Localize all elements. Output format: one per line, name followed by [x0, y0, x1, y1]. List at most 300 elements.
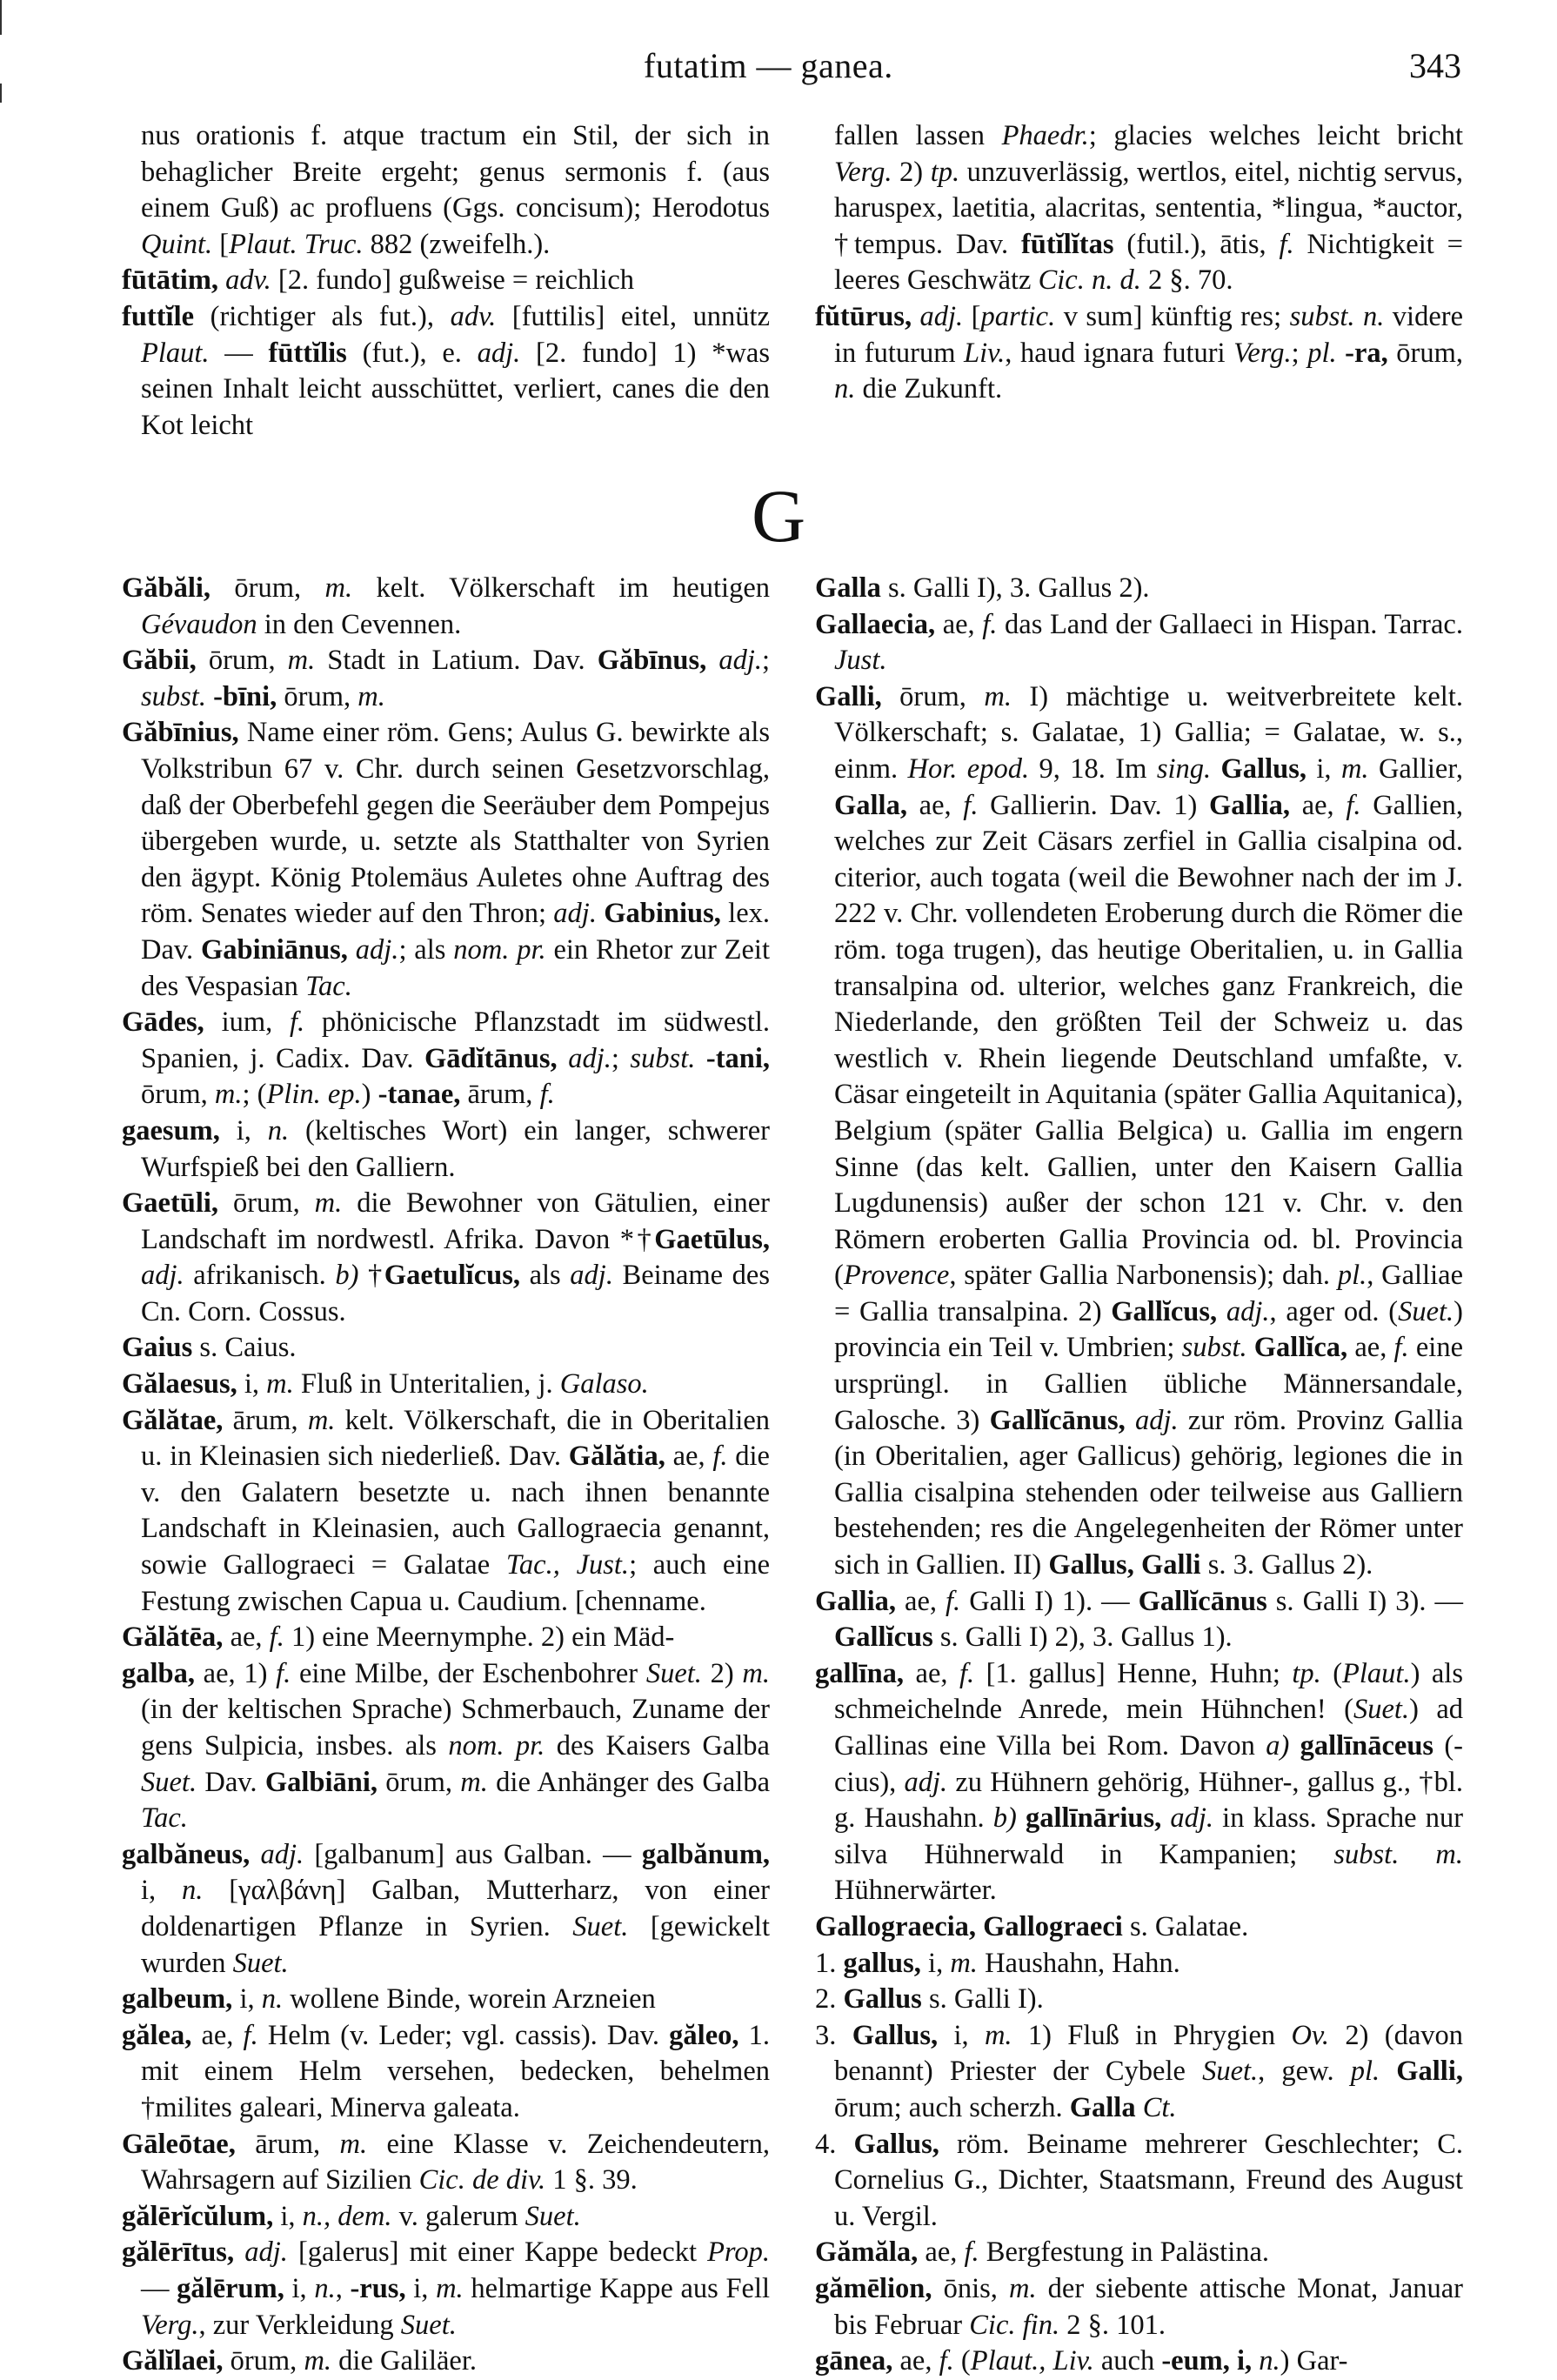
headword: Gallĭca, — [1253, 1332, 1348, 1364]
dictionary-entry — [122, 1620, 770, 1656]
definition-text — [1380, 2056, 1396, 2087]
headword: gallīna, — [815, 1657, 905, 1689]
headword: Gallĭcānus — [1138, 1585, 1267, 1617]
abbreviation: Suet. — [645, 1657, 702, 1689]
definition-text — [1136, 2092, 1143, 2123]
headword: Gălaesus, — [122, 1368, 237, 1401]
definition-text: , zur Verkleidung — [198, 2309, 401, 2341]
abbreviation: adj. — [570, 1260, 613, 1292]
dictionary-entry — [815, 2018, 1463, 2127]
definition-text: ae, — [1347, 1332, 1394, 1364]
abbreviation: f. — [539, 1079, 555, 1111]
definition-text: lex. Dav. — [141, 898, 770, 966]
abbreviation: Verg. — [834, 156, 892, 188]
abbreviation: m. — [307, 1404, 336, 1436]
abbreviation: pl. — [1350, 2056, 1380, 2088]
abbreviation: f. — [964, 2236, 979, 2269]
definition-text: ārum, — [460, 1079, 540, 1111]
abbreviation: adj. — [1170, 1802, 1214, 1835]
abbreviation: partic. — [980, 300, 1056, 332]
headword: gălērītus, — [122, 2236, 235, 2269]
definition-text: 1. mit einem Helm versehen, bedecken, behelmen †milites galeari, Minerva galeata. — [141, 2019, 771, 2123]
abbreviation: Suet. — [525, 2200, 581, 2232]
definition-text: unzuverlässig, wertlos, eitel, nichtig servus, haruspex, laetitia, alacritas, sententia, *lingua, *auctor, †tempus. Dav. — [834, 156, 1463, 260]
definition-text: , Galliae = Gallia transalpina. 2) — [834, 1260, 1463, 1327]
definition-text: ; — [1291, 337, 1308, 369]
headword: Gallĭcus, — [1111, 1295, 1218, 1327]
definition-text: — — [209, 337, 269, 369]
dictionary-entry — [122, 2343, 770, 2380]
headword: fūtĭlĭtas — [1020, 228, 1114, 260]
definition-text: eine Milbe, der Eschenbohrer — [291, 1657, 646, 1689]
abbreviation: adj. — [1135, 1404, 1179, 1436]
definition-text: s. Caius. — [192, 1332, 297, 1364]
headword: Galla — [815, 572, 881, 604]
definition-text: v sum] künftig res; — [1055, 300, 1290, 332]
abbreviation: adv. — [225, 264, 271, 297]
abbreviation: adj. — [244, 2236, 288, 2269]
headword: Gādĭtānus, — [424, 1042, 558, 1074]
headword: -ra, — [1345, 337, 1388, 369]
abbreviation: Prop. — [707, 2236, 770, 2269]
headword: Gallus, — [852, 2019, 939, 2051]
definition-text: Stadt in Latium. Dav. — [315, 645, 598, 677]
abbreviation: Verg. — [141, 2309, 199, 2341]
headword: Galla, — [834, 789, 907, 821]
definition-text: auch — [1093, 2345, 1162, 2377]
definition-text: i, — [237, 1368, 267, 1401]
abbreviation: f. — [1393, 1332, 1409, 1364]
abbreviation: adj. — [141, 1260, 184, 1292]
definition-text: die Anhänger des Galba — [487, 1766, 770, 1798]
headword: gallīnārius, — [1026, 1802, 1162, 1835]
definition-text: die v. den Galatern besetzte u. nach ihnen benannte Landschaft in Kleinasien, auch Gallograecia genannt, sowie Gallograeci = Galatae — [141, 1441, 770, 1581]
definition-text: die Bewohner von Gätulien, einer Landschaft im nordwestl. Afrika. Davon *† — [141, 1187, 771, 1255]
definition-text: [futtilis] eitel, unnütz — [496, 300, 770, 332]
headword: Gaius — [122, 1332, 193, 1364]
definition-text: i, — [141, 1875, 183, 1907]
headword: Gallaecia, — [815, 608, 936, 640]
dictionary-entry — [815, 571, 1463, 607]
abbreviation: Suet. — [1353, 1694, 1410, 1726]
definition-text — [250, 1839, 260, 1870]
definition-text: 1) eine Meernymphe. 2) ein Mäd- — [284, 1621, 675, 1654]
dictionary-entry — [122, 1656, 770, 1837]
headword: Gaetūli, — [122, 1187, 219, 1220]
definition-text: ; als — [398, 933, 454, 966]
definition-text: ; — [761, 645, 770, 677]
dictionary-entry — [815, 1946, 1463, 1982]
definition-text — [1252, 2345, 1259, 2377]
definition-text: ae, — [906, 789, 964, 821]
abbreviation: m. — [436, 2272, 464, 2304]
headword: Gallus, — [853, 2128, 939, 2160]
abbreviation: f. — [963, 789, 979, 821]
abbreviation: m. — [984, 680, 1012, 712]
dictionary-entry — [122, 1330, 770, 1367]
definition-text: ae, — [223, 1621, 270, 1654]
definition-text: Helm (v. Leder; vgl. cassis). Dav. — [257, 2019, 670, 2051]
headword: galbănum, — [641, 1838, 771, 1870]
definition-text — [1134, 1549, 1141, 1581]
page-number: 343 — [1409, 46, 1461, 85]
definition-text: ae, — [1290, 789, 1347, 821]
definition-text: in den Cevennen. — [257, 608, 462, 640]
definition-text: ae, 1) — [194, 1657, 277, 1689]
abbreviation: adj. — [919, 300, 964, 332]
definition-text: s. Galli I) 2), 3. Gallus 1). — [932, 1621, 1233, 1654]
headword: galbeum, — [122, 1983, 233, 2016]
definition-text: ae, — [904, 1657, 959, 1689]
abbreviation: m. — [984, 2019, 1012, 2051]
abbreviation: f. — [946, 1585, 961, 1617]
definition-text: ōrum, — [277, 680, 358, 712]
definition-text: ; glacies welches leicht bricht — [1088, 120, 1463, 151]
dictionary-entry — [122, 2199, 770, 2236]
definition-text: die Zukunft. — [855, 373, 1003, 405]
definition-text: i, — [405, 2272, 437, 2304]
definition-text: ium, — [204, 1006, 291, 1039]
definition-text: als — [519, 1260, 571, 1292]
definition-text: i, — [284, 2272, 315, 2304]
dictionary-entry — [815, 2235, 1463, 2271]
definition-text: ae, — [892, 2345, 939, 2377]
headword: -eum, i, — [1161, 2345, 1253, 2377]
definition-text: 2) — [701, 1657, 743, 1689]
dictionary-entry — [122, 1186, 770, 1330]
definition-text: Galli I) 1). — — [960, 1585, 1139, 1617]
headword: Găbăli, — [122, 572, 211, 604]
definition-text: ) als schmeichelnde Anrede, mein Hühnchen! ( — [834, 1657, 1463, 1726]
entry-continuation — [815, 118, 1463, 299]
abbreviation: Verg. — [1233, 337, 1292, 369]
dictionary-entry — [122, 1005, 770, 1113]
headword: gămēlion, — [815, 2272, 932, 2304]
abbreviation: m. — [266, 1368, 294, 1401]
definition-text: ōrum; auch scherzh. — [834, 2091, 1070, 2123]
definition-text — [1161, 1802, 1170, 1834]
definition-text: [galbanum] aus Galban. — — [304, 1838, 642, 1870]
abbreviation: Suet. — [141, 1766, 197, 1798]
dictionary-entry — [122, 1403, 770, 1621]
abbreviation: n. — [261, 1983, 284, 2016]
abbreviation: Quint. — [141, 228, 213, 260]
definition-text — [348, 934, 356, 966]
definition-text: zu Hühnern gehörig, Hühner-, gallus g., †bl. g. Haushahn. — [834, 1766, 1463, 1835]
abbreviation: Galaso. — [559, 1368, 649, 1401]
abbreviation: Tac. — [141, 1802, 188, 1835]
headword: gaesum, — [122, 1114, 220, 1147]
abbreviation: adj. — [904, 1766, 948, 1798]
definition-text: 3. — [815, 2019, 852, 2051]
dictionary-entry — [815, 2343, 1463, 2380]
definition-text: phönicische Pflanzstadt im südwestl. Spanien, j. Cadix. Dav. — [141, 1006, 771, 1074]
headword: fūtātim, — [122, 264, 219, 297]
definition-text: helmartige Kappe aus Fell — [463, 2272, 771, 2304]
definition-text: nus orationis f. atque tractum ein Stil, der sich in behaglicher Breite ergeht; genus sermonis f. (aus einem Guß) ac profluens (Ggs. concisum); Herodotus — [141, 120, 770, 224]
definition-text: v. galerum — [391, 2200, 525, 2232]
definition-text — [976, 1911, 983, 1942]
definition-text: ārum, — [223, 1404, 308, 1436]
abbreviation: adv. — [450, 300, 497, 332]
definition-text — [1211, 753, 1220, 785]
abbreviation: f. — [1346, 789, 1361, 821]
definition-text — [1217, 1296, 1226, 1327]
abbreviation: Just. — [834, 645, 887, 677]
definition-text: ōnis, — [932, 2272, 1009, 2304]
definition-text: Gallier, — [1368, 752, 1464, 785]
abbreviation: Suet. — [232, 1947, 289, 1979]
abbreviation: subst. — [141, 680, 206, 712]
definition-text: Hühnerwärter. — [834, 1875, 997, 1907]
abbreviation: m. — [324, 572, 353, 604]
definition-text: [ — [212, 228, 230, 260]
definition-text — [1126, 1405, 1135, 1436]
abbreviation: Plaut. Truc. — [229, 228, 364, 260]
definition-text: ein Rhetor zur Zeit des Vespasian — [141, 933, 770, 1002]
definition-text: kelt. Völkerschaft, die in Oberitalien u. in Kleinasien sich niederließ. Dav. — [141, 1404, 770, 1473]
running-head — [0, 45, 1557, 97]
definition-text: Gallierin. Dav. 1) — [978, 789, 1210, 821]
definition-text: Dav. — [197, 1766, 265, 1798]
abbreviation: m. — [1340, 752, 1369, 785]
definition-text: s. Galli I) 3). — — [1266, 1585, 1463, 1617]
headword: Gallĭcānus, — [989, 1404, 1126, 1436]
definition-text: 4. — [815, 2128, 854, 2160]
abbreviation: f. — [290, 1006, 305, 1039]
headword: Galli — [1140, 1549, 1201, 1581]
definition-text: ōrum, — [218, 1187, 315, 1220]
definition-text: ōrum, — [210, 572, 325, 604]
abbreviation: f. — [269, 1621, 284, 1654]
abbreviation: subst. — [1181, 1332, 1247, 1364]
abbreviation: tp. — [1292, 1657, 1321, 1689]
definition-text: [2. fundo] 1) *was seinen Inhalt leicht ausschüttet, verliert, canes die den Kot leicht — [141, 337, 770, 441]
abbreviation: Provence — [843, 1260, 950, 1292]
dictionary-entry — [122, 263, 770, 299]
definition-text: ; auch eine Festung zwischen Capua u. Caudium. [chenname. — [141, 1549, 771, 1617]
definition-text: , haud ignara futuri — [1005, 337, 1234, 369]
column-right-entries — [815, 571, 1463, 2380]
dictionary-entry — [122, 1113, 770, 1186]
definition-text — [706, 645, 718, 676]
definition-text: ōrum, — [1387, 337, 1464, 369]
abbreviation: n. — [834, 373, 856, 405]
definition-text: [ — [963, 300, 981, 332]
definition-text: 9, 18. Im — [1029, 752, 1157, 785]
headword: Gāleōtae, — [122, 2128, 236, 2160]
headword: Galla — [1069, 2091, 1136, 2123]
abbreviation: Plin. ep. — [266, 1079, 362, 1111]
abbreviation: Phaedr. — [1001, 120, 1089, 151]
dictionary-entry — [122, 2127, 770, 2199]
definition-text: eine ursprüngl. in Gallien übliche Männersandale, Galosche. 3) — [834, 1332, 1463, 1436]
headword: gānea, — [815, 2345, 893, 2377]
definition-text: ae, — [191, 2019, 244, 2051]
headword: Gaetulĭcus, — [384, 1260, 520, 1292]
definition-text: zur röm. Provinz Gallia (in Oberitalien, ager Gallicus) gehörig, legiones die in Gallia cisalpina stehenden oder teilweise aus Galliern bestehenden; res die Angelegenheiten der Römer unter sich in Gallien. II) — [834, 1404, 1463, 1581]
definition-text: Nichtigkeit = leeres Geschwätz — [834, 228, 1463, 297]
headword: Găbii, — [122, 645, 197, 677]
abbreviation: f. — [939, 2345, 954, 2377]
headword: gallus, — [843, 1947, 921, 1979]
definition-text: ; — [611, 1042, 631, 1074]
headword: Gallia, — [1209, 789, 1291, 821]
definition-text: I) mächtige u. weitverbreitete kelt. Völkerschaft; s. Galatae, 1) Gallia; = Galatae, w. s., einm. — [834, 680, 1463, 785]
abbreviation: f. — [959, 1657, 975, 1689]
abbreviation: Tac., Just. — [505, 1549, 630, 1581]
headword: -rus, — [350, 2272, 406, 2304]
headword: Galli, — [815, 680, 882, 712]
abbreviation: b) — [335, 1260, 359, 1292]
definition-text: ōrum, — [223, 2345, 304, 2377]
abbreviation: nom. pr. — [448, 1730, 545, 1762]
dictionary-entry — [122, 643, 770, 715]
headword: fŭtūrus, — [815, 300, 912, 332]
abbreviation: subst. n. — [1289, 300, 1385, 332]
headword: Gallograecia, — [815, 1910, 977, 1942]
headword: -bīni, — [213, 680, 277, 712]
abbreviation: adj. — [260, 1838, 304, 1870]
headword: Gallus, — [1048, 1549, 1134, 1581]
abbreviation: n. — [1259, 2345, 1280, 2377]
definition-text: i, — [273, 2200, 303, 2232]
definition-text: i, — [219, 1114, 268, 1147]
definition-text: i, — [920, 1947, 951, 1979]
definition-text: (keltisches Wort) ein langer, schwerer Wurfspieß bei den Galliern. — [141, 1114, 771, 1183]
abbreviation: adj. — [553, 898, 597, 930]
definition-text: röm. Beiname mehrerer Geschlechter; C. Cornelius G., Dichter, Staatsmann, Freund des August u. Vergil. — [834, 2128, 1463, 2232]
abbreviation: Cic. fin. — [969, 2309, 1060, 2341]
section-letter-heading: G — [751, 474, 806, 558]
definition-text — [1337, 338, 1346, 369]
definition-text: 2) (davon benannt) Priester der Cybele — [834, 2019, 1464, 2088]
definition-text: s. Galli I). — [921, 1983, 1044, 2016]
abbreviation: f. — [276, 1657, 291, 1689]
definition-text — [218, 264, 225, 296]
headword: Gallus — [843, 1983, 922, 2016]
definition-text — [1289, 1730, 1300, 1762]
definition-text: 1. — [815, 1947, 844, 1979]
definition-text — [206, 681, 213, 712]
definition-text: s. Galli I), 3. Gallus 2). — [880, 572, 1150, 604]
dictionary-entry — [122, 1982, 770, 2018]
column-left-entries — [122, 571, 770, 2380]
abbreviation: n. — [267, 1114, 290, 1147]
definition-text: s. Galatae. — [1122, 1910, 1249, 1942]
definition-text: ōrum, — [196, 645, 288, 677]
definition-text: in klass. Sprache nur silva Hühnerwald in Kampanien; — [834, 1802, 1464, 1870]
abbreviation: f. — [982, 608, 998, 640]
dictionary-entry — [815, 1909, 1463, 1946]
definition-text: 2 §. 101. — [1059, 2309, 1166, 2341]
dictionary-entry — [122, 2235, 770, 2343]
abbreviation: Cic. n. d. — [1038, 264, 1141, 297]
definition-text: i, — [1306, 752, 1341, 785]
abbreviation: Suet. — [1398, 1295, 1454, 1327]
definition-text: , gew. — [1258, 2056, 1351, 2088]
abbreviation: adj. — [355, 933, 399, 966]
abbreviation: m. — [742, 1657, 770, 1689]
abbreviation: m. — [314, 1187, 343, 1220]
abbreviation: m. — [304, 2345, 332, 2377]
abbreviation: m. — [460, 1766, 488, 1798]
definition-text: i, — [938, 2019, 985, 2051]
headword: Gălătēa, — [122, 1621, 224, 1654]
abbreviation: Plaut. — [1342, 1657, 1411, 1689]
abbreviation: n. — [182, 1875, 204, 1907]
headword: Gallus, — [1220, 752, 1306, 785]
headword: Gādes, — [122, 1006, 204, 1039]
definition-text: Beiname des Cn. Corn. Cossus. — [141, 1260, 770, 1327]
abbreviation: m. — [1008, 2272, 1037, 2304]
headword: fūttĭlis — [268, 337, 347, 369]
abbreviation: f. — [243, 2019, 258, 2051]
abbreviation: m. — [287, 645, 316, 677]
definition-text: Bergfestung in Palästina. — [979, 2236, 1270, 2269]
abbreviation: a) — [1266, 1730, 1290, 1762]
definition-text: ; ( — [242, 1079, 267, 1111]
definition-text: 2. — [815, 1983, 844, 2016]
abbreviation: Liv. — [964, 337, 1006, 369]
headword: galba, — [122, 1657, 195, 1689]
definition-text: s. 3. Gallus 2). — [1200, 1549, 1373, 1581]
abbreviation: Suet. — [1202, 2056, 1259, 2088]
definition-text: ) — [361, 1079, 378, 1111]
abbreviation: subst. — [630, 1042, 696, 1074]
headword: Gaetūlus, — [654, 1223, 770, 1255]
abbreviation: Hor. epod. — [907, 752, 1030, 785]
abbreviation: sing. — [1156, 752, 1212, 785]
definition-text: (-cius), — [834, 1730, 1463, 1798]
scan-edge-mark — [0, 0, 2, 35]
definition-text — [234, 2236, 244, 2268]
abbreviation: adj. — [1226, 1295, 1270, 1327]
headword: Gallia, — [815, 1585, 896, 1617]
abbreviation: f. — [1279, 228, 1294, 260]
definition-text: , — [335, 2272, 351, 2304]
headword: Gallograeci — [983, 1910, 1123, 1942]
abbreviation: pl. — [1307, 337, 1337, 369]
definition-text: [galerus] mit einer Kappe bedeckt — [287, 2236, 708, 2269]
abbreviation: Ov. — [1291, 2019, 1330, 2051]
definition-text: videre in futurum — [834, 300, 1463, 369]
headword: gallīnāceus — [1300, 1730, 1434, 1762]
abbreviation: Suet. — [572, 1910, 629, 1942]
definition-text: ōrum, — [141, 1079, 215, 1111]
abbreviation: Ct. — [1142, 2091, 1177, 2123]
definition-text: eine Klasse v. Zeichendeutern, Wahrsagern auf Sizilien — [141, 2128, 770, 2196]
headword: gălērum, — [177, 2272, 284, 2304]
headword: Gălătae, — [122, 1404, 224, 1436]
headword: găleo, — [669, 2019, 739, 2051]
definition-text: des Kaisers Galba — [545, 1730, 770, 1762]
definition-text: (futil.), ātis, — [1113, 228, 1280, 260]
definition-text: — — [141, 2272, 177, 2304]
headword: Găbīnius, — [122, 717, 239, 749]
definition-text: ( — [953, 2345, 971, 2377]
dictionary-entry — [815, 679, 1463, 1584]
definition-text — [1017, 1802, 1026, 1834]
dictionary-entry — [122, 2018, 770, 2127]
abbreviation: n., dem. — [302, 2200, 392, 2232]
abbreviation: m. — [358, 680, 385, 712]
definition-text: [1. gallus] Henne, Huhn; — [974, 1657, 1293, 1689]
dictionary-entry — [815, 2127, 1463, 2236]
dictionary-entry — [815, 299, 1463, 408]
definition-text: ) provincia ein Teil v. Umbrien; — [834, 1295, 1463, 1364]
headword: Gabiniānus, — [201, 933, 348, 966]
